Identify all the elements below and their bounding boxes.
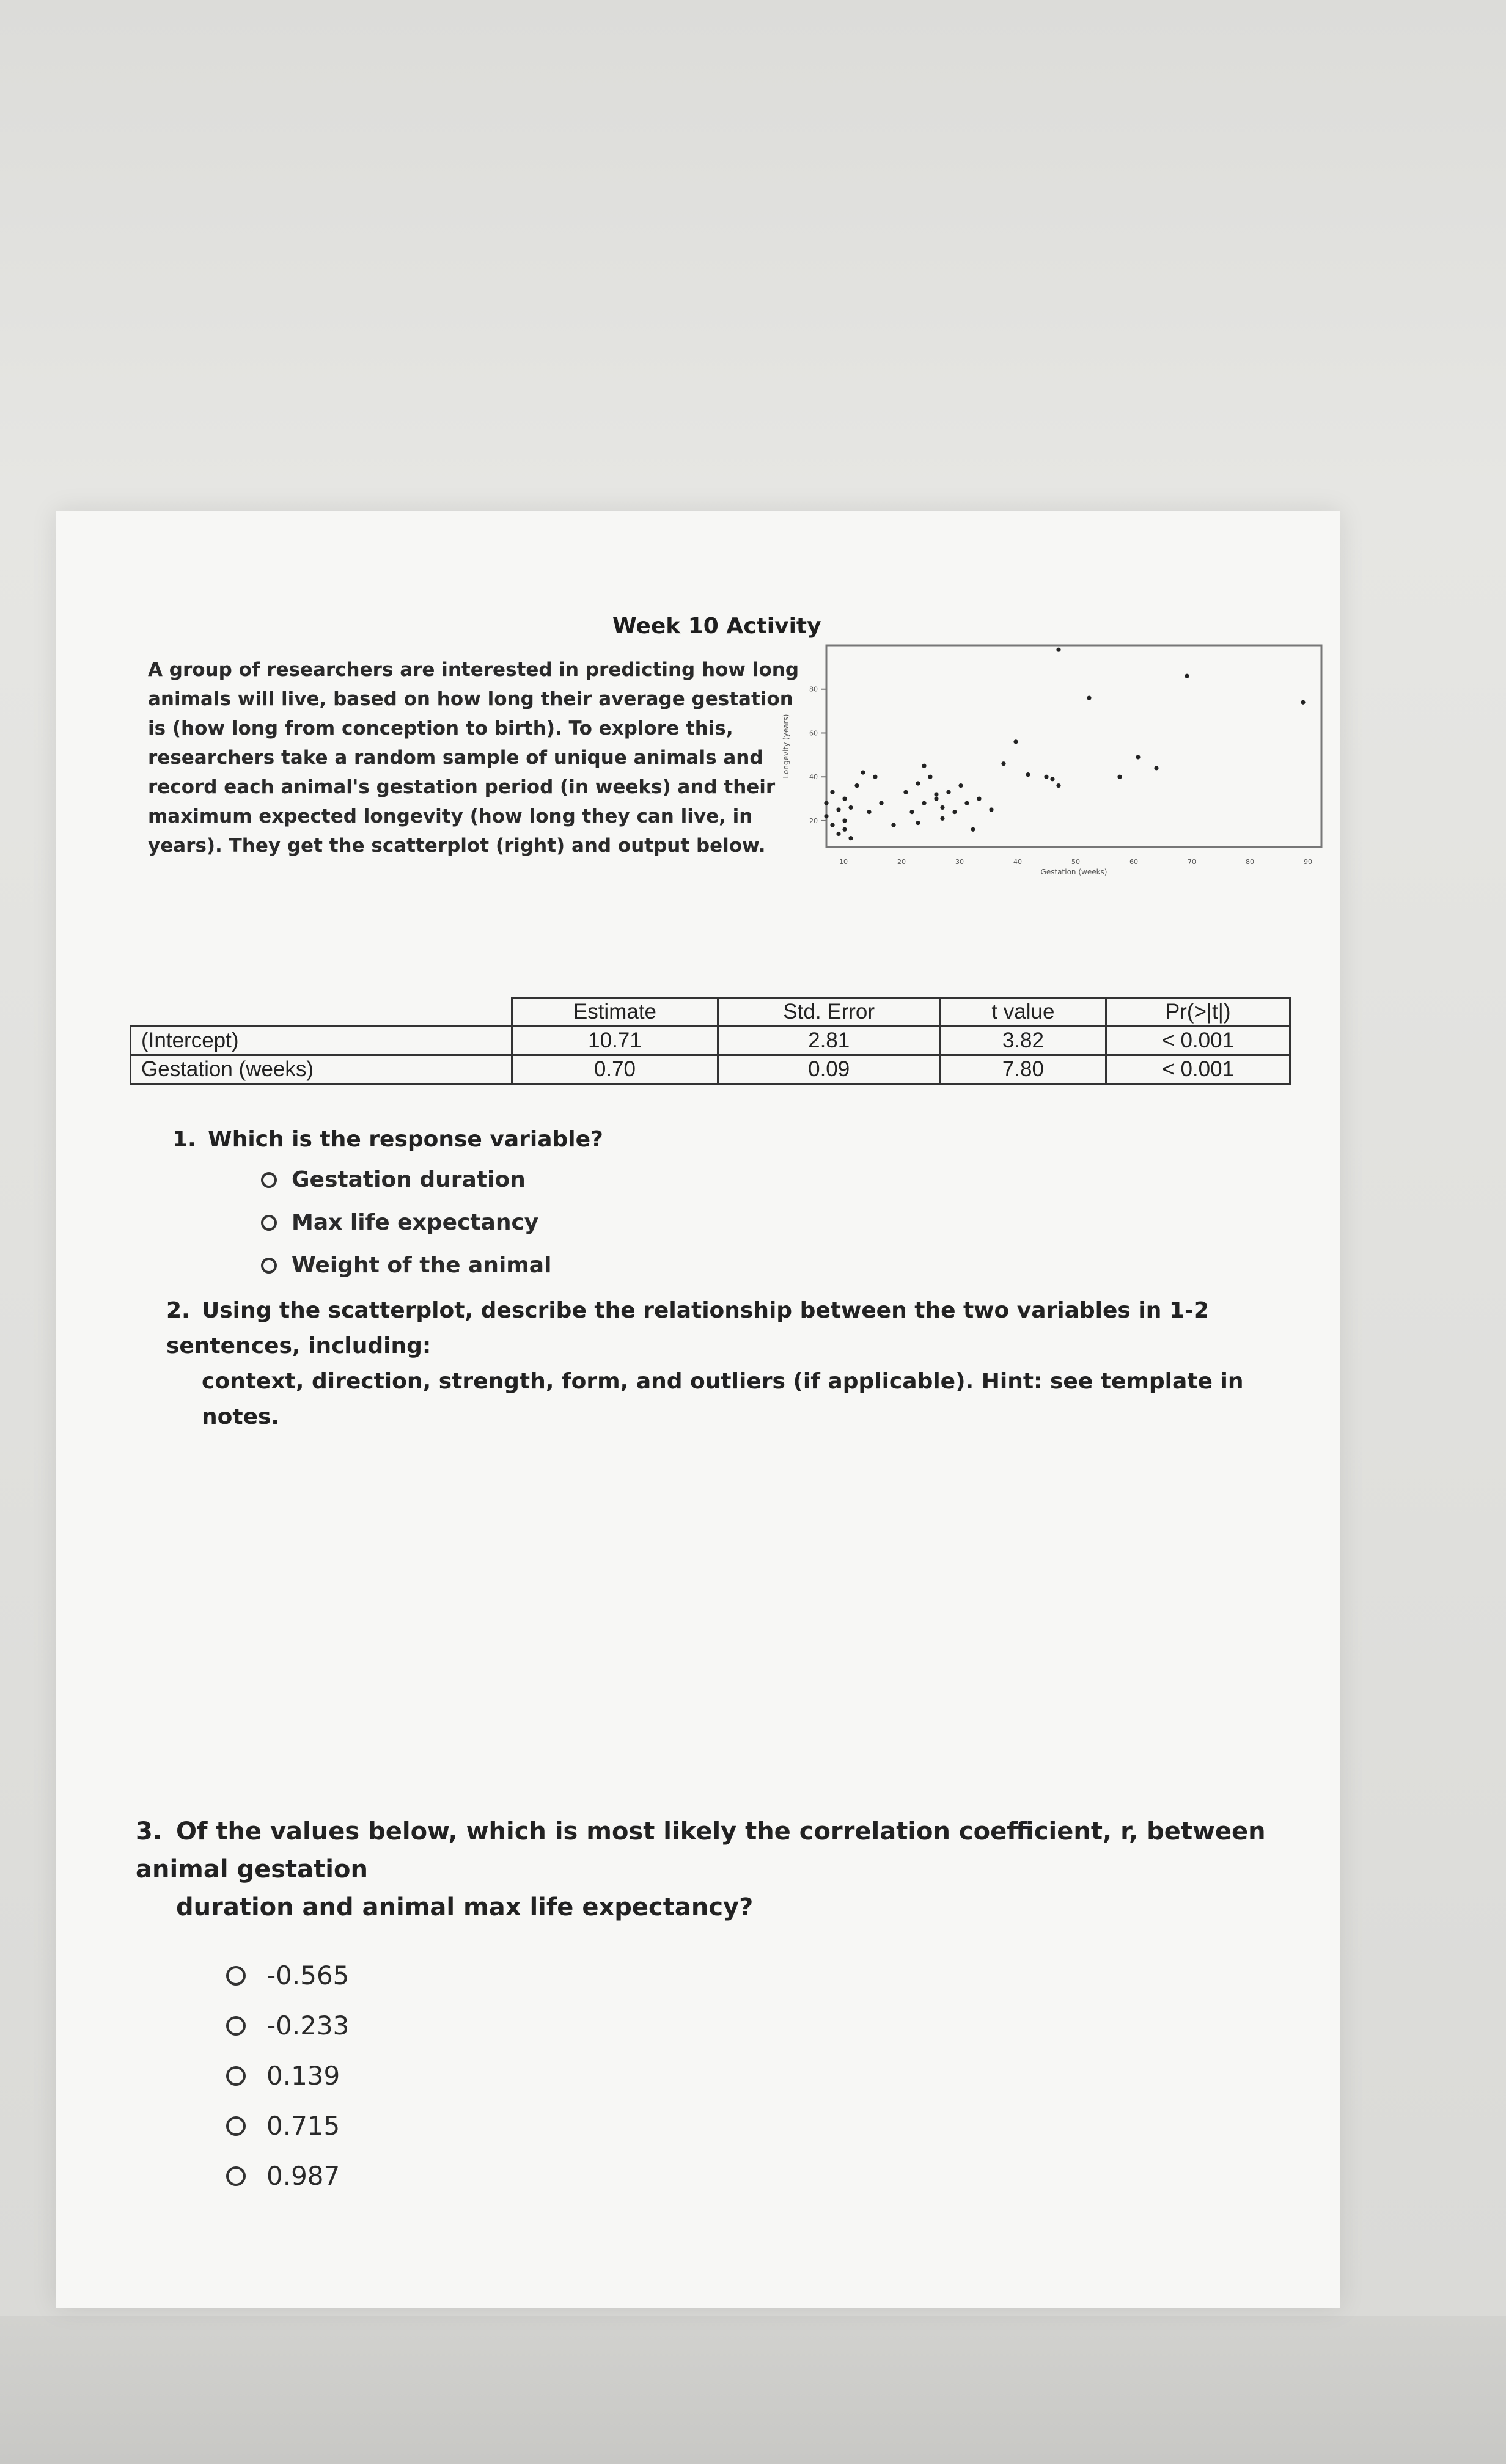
data-point xyxy=(873,775,877,779)
data-point xyxy=(836,807,840,812)
question-text-line-1: Of the values below, which is most likely the correlation coefficient, r, between animal gestation xyxy=(136,1817,1266,1883)
cell: < 0.001 xyxy=(1106,1027,1290,1055)
data-point xyxy=(879,801,883,805)
data-point xyxy=(842,827,847,832)
question-3 xyxy=(136,1813,1328,1926)
data-point xyxy=(836,832,840,836)
data-point xyxy=(1013,739,1018,744)
data-point xyxy=(830,790,834,794)
data-point xyxy=(916,821,920,825)
question-text: Which is the response variable? xyxy=(208,1127,603,1152)
data-point xyxy=(934,796,938,801)
cell: 3.82 xyxy=(940,1027,1106,1055)
col-header-t-value: t value xyxy=(940,998,1106,1027)
question-2 xyxy=(166,1293,1328,1435)
question-number: 3. xyxy=(136,1817,163,1846)
radio-circle-icon[interactable] xyxy=(226,2016,246,2036)
y-axis-label: Longevity (years) xyxy=(782,714,790,779)
data-point xyxy=(861,770,865,774)
data-point xyxy=(1001,761,1005,766)
data-point xyxy=(1026,772,1030,777)
question-text-line-2: duration and animal max life expectancy? xyxy=(176,1893,754,1921)
intro-paragraph: A group of researchers are interested in predicting how long animals will live, based on how long their average gestation is (how long from conception to birth). To explore this, researchers take a random sample of unique animals and record each animal's gestation period (in weeks) and their maximum expected longevity (how long they can live, in years). They get the scatterplot (right) and output below. xyxy=(148,659,799,857)
data-point xyxy=(1056,783,1060,788)
page-title: Week 10 Activity xyxy=(612,614,821,639)
radio-circle-icon[interactable] xyxy=(261,1258,277,1274)
q3-option-5[interactable] xyxy=(226,2161,340,2191)
q3-option-2[interactable] xyxy=(226,2011,349,2041)
question-1 xyxy=(172,1122,603,1157)
x-tick-label: 80 xyxy=(1246,858,1254,866)
x-axis-label: Gestation (weeks) xyxy=(1040,868,1107,876)
q3-option-1[interactable] xyxy=(226,1960,349,1990)
data-point xyxy=(848,805,853,810)
data-point xyxy=(867,810,871,814)
y-tick-label: 80 xyxy=(809,685,818,694)
cell: 10.71 xyxy=(512,1027,718,1055)
table-corner xyxy=(131,998,512,1027)
x-tick-label: 20 xyxy=(897,858,906,866)
x-tick-label: 30 xyxy=(955,858,964,866)
plot-frame xyxy=(826,645,1321,847)
regression-output-table xyxy=(130,997,1291,1085)
radio-circle-icon[interactable] xyxy=(226,2066,246,2086)
data-point xyxy=(842,796,847,801)
x-tick-label: 70 xyxy=(1188,858,1196,866)
data-point xyxy=(922,801,926,805)
col-header-estimate: Estimate xyxy=(512,998,718,1027)
x-tick-label: 90 xyxy=(1304,858,1312,866)
data-point xyxy=(824,801,828,805)
data-point xyxy=(891,823,895,827)
x-tick-label: 10 xyxy=(839,858,848,866)
y-tick-label: 20 xyxy=(809,816,818,825)
table-header-row xyxy=(131,998,1290,1027)
option-label: Max life expectancy xyxy=(292,1210,539,1235)
option-label: -0.565 xyxy=(266,1960,350,1990)
cell: 0.70 xyxy=(512,1055,718,1084)
question-text-line-1: Using the scatterplot, describe the relationship between the two variables in 1-2 sentences, including: xyxy=(166,1298,1209,1358)
data-point xyxy=(916,781,920,785)
data-point xyxy=(1050,777,1054,781)
q1-option-2[interactable] xyxy=(261,1210,538,1235)
x-tick-label: 60 xyxy=(1130,858,1138,866)
data-point xyxy=(1117,775,1122,779)
y-tick-label: 40 xyxy=(809,773,818,782)
option-label: 0.139 xyxy=(266,2061,340,2091)
data-point xyxy=(824,814,828,818)
option-label: -0.233 xyxy=(266,2011,350,2041)
x-tick-label: 40 xyxy=(1013,858,1022,866)
q3-option-3[interactable] xyxy=(226,2061,340,2091)
data-point xyxy=(830,823,834,827)
data-point xyxy=(909,810,914,814)
data-point xyxy=(1154,766,1158,770)
data-point xyxy=(952,810,957,814)
question-text-line-2: context, direction, strength, form, and outliers (if applicable). Hint: see template in notes. xyxy=(202,1369,1244,1429)
scatterplot xyxy=(771,639,1407,878)
q1-option-3[interactable] xyxy=(261,1253,551,1278)
data-point xyxy=(1044,775,1048,779)
data-points xyxy=(824,648,1305,841)
data-point xyxy=(1087,695,1091,700)
radio-circle-icon[interactable] xyxy=(261,1215,277,1231)
data-point xyxy=(848,836,853,840)
data-point xyxy=(977,796,981,801)
data-point xyxy=(1301,700,1305,705)
option-label: Weight of the animal xyxy=(292,1253,552,1278)
data-point xyxy=(934,792,938,796)
col-header-std-error: Std. Error xyxy=(718,998,940,1027)
col-header-p-value: Pr(>|t|) xyxy=(1106,998,1290,1027)
radio-circle-icon[interactable] xyxy=(226,1966,246,1986)
data-point xyxy=(940,805,944,810)
data-point xyxy=(971,827,975,832)
data-point xyxy=(1136,755,1140,759)
radio-circle-icon[interactable] xyxy=(226,2166,246,2186)
data-point xyxy=(903,790,908,794)
q1-option-1[interactable] xyxy=(261,1167,526,1192)
row-label-intercept: (Intercept) xyxy=(131,1027,512,1055)
data-point xyxy=(842,818,847,823)
data-point xyxy=(1185,674,1189,678)
data-point xyxy=(928,775,932,779)
data-point xyxy=(1056,648,1060,652)
data-point xyxy=(940,816,944,821)
option-label: Gestation duration xyxy=(292,1167,526,1192)
table-row xyxy=(131,1027,1290,1055)
x-tick-label: 50 xyxy=(1071,858,1080,866)
cell: < 0.001 xyxy=(1106,1055,1290,1084)
data-point xyxy=(922,764,926,768)
row-label-gestation: Gestation (weeks) xyxy=(131,1055,512,1084)
option-label: 0.715 xyxy=(266,2111,340,2141)
option-label: 0.987 xyxy=(266,2161,340,2191)
table-row xyxy=(131,1055,1290,1084)
worksheet-page xyxy=(56,511,1340,2308)
question-number: 2. xyxy=(166,1298,190,1323)
cell: 0.09 xyxy=(718,1055,940,1084)
cell: 2.81 xyxy=(718,1027,940,1055)
data-point xyxy=(854,783,859,788)
y-tick-label: 60 xyxy=(809,729,818,738)
desk-surface xyxy=(0,2316,1506,2464)
data-point xyxy=(958,783,963,788)
x-ticks xyxy=(839,858,1312,866)
q3-option-4[interactable] xyxy=(226,2111,340,2141)
radio-circle-icon[interactable] xyxy=(226,2116,246,2136)
cell: 7.80 xyxy=(940,1055,1106,1084)
y-ticks xyxy=(809,686,826,825)
data-point xyxy=(989,807,993,812)
data-point xyxy=(964,801,969,805)
data-point xyxy=(946,790,950,794)
question-number: 1. xyxy=(172,1127,196,1152)
radio-circle-icon[interactable] xyxy=(261,1172,277,1188)
